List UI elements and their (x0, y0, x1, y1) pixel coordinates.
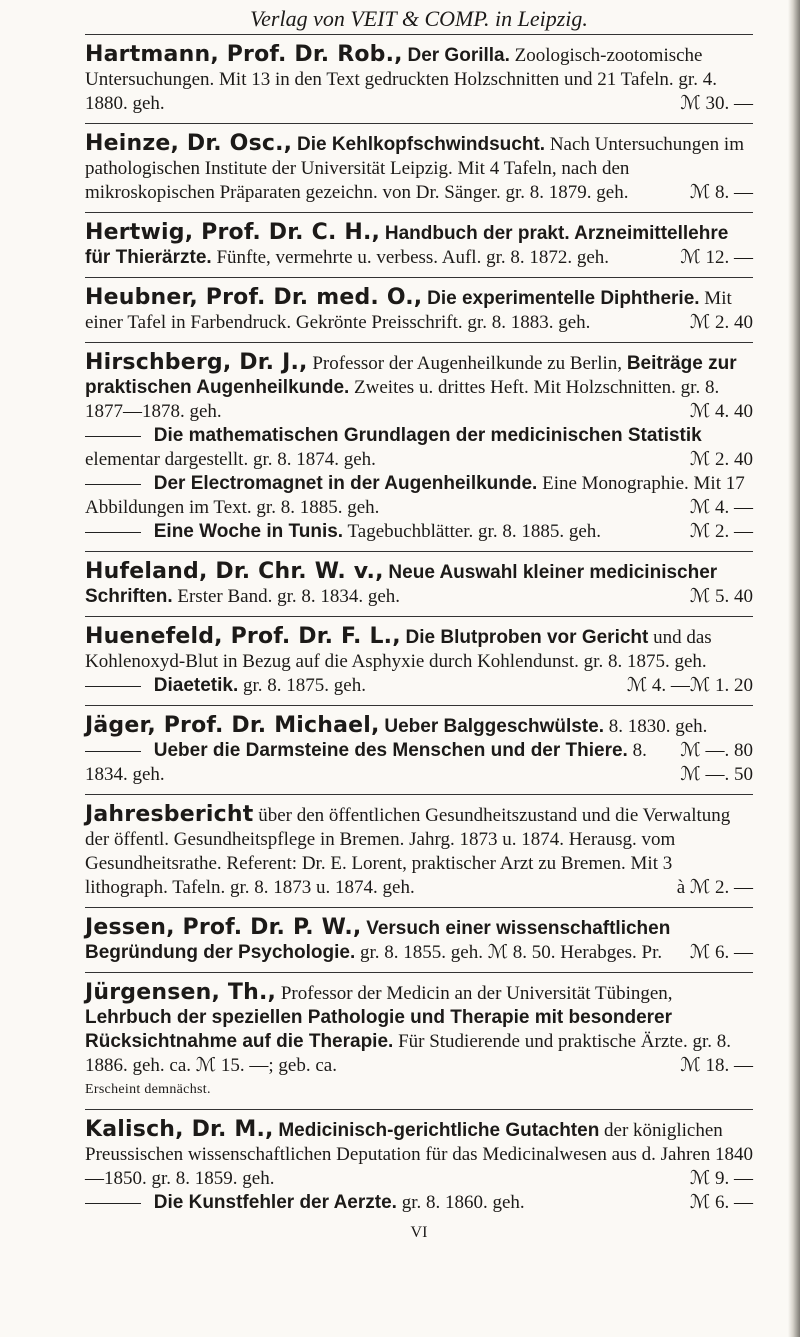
sub-entry-price: ℳ 4. — (689, 497, 753, 518)
catalog-entry (85, 278, 753, 343)
entry-price: à ℳ 2. — (676, 877, 753, 898)
catalog-entry (85, 1110, 753, 1222)
ditto-dash (85, 532, 141, 533)
entry-price: ℳ 2. 40 (689, 312, 753, 333)
entry-price: ℳ 12. — (680, 247, 753, 268)
entry-title: Lehrbuch der speziellen Pathologie und Therapie mit besonderer Rücksichtnahme auf die Therapie. (85, 1007, 672, 1052)
sub-entry-price: ℳ 2. 40 (689, 449, 753, 470)
entry-description: 8. 1830. geh. (608, 716, 708, 737)
entry-title: Ueber Balggeschwülste. (384, 716, 604, 737)
entry-description-2: Zweites u. drittes Heft. Mit Holzschnitten. gr. 8. 1877—1878. geh. (85, 377, 720, 422)
sub-entry-price: ℳ —. 50 (680, 764, 753, 785)
sub-entry-title: Die mathematischen Grundlagen der medicinischen Statistik (153, 425, 702, 446)
entry-title: Versuch einer wissenschaftlichen Begründung der Psychologie. (85, 918, 671, 963)
entry-author: Jahresbericht (85, 802, 254, 827)
publisher-header: Verlag von VEIT & COMP. in Leipzig. (85, 4, 753, 35)
entry-title: Die Kehlkopfschwindsucht. (296, 134, 546, 155)
catalog-entry (85, 908, 753, 973)
sub-entry (85, 424, 753, 472)
entry-description: Fünfte, vermehrte u. verbess. Aufl. gr. 8. 1872. geh. (216, 247, 610, 268)
entry-author: Jessen, Prof. Dr. P. W., (85, 915, 362, 940)
entry-author: Hufeland, Dr. Chr. W. v., (85, 559, 384, 584)
entry-description: über den öffentlichen Gesundheitszustand und die Verwaltung der öffentl. Gesundheitspflege in Bremen. Jahrg. 1873 u. 1874. Herausg. vom Gesundheitsrathe. Referent: Dr. E. Lorent, praktischer Arzt zu Bremen. Mit 3 lithograph. Tafeln. gr. 8. 1873 u. 1874. geh. (85, 805, 731, 898)
entry-price: ℳ 8. — (689, 182, 753, 203)
entry-description: gr. 8. 1855. geh. ℳ 8. 50. Herabges. Pr. (360, 942, 663, 963)
sub-entry-price: ℳ 2. — (689, 521, 753, 542)
entry-description: Nach Untersuchungen im pathologischen Institute der Universität Leipzig. Mit 4 Tafeln, nach den mikroskopischen Präparaten gezeichn. von Dr. Sänger. gr. 8. 1879. geh. (85, 134, 744, 203)
sub-entry (85, 520, 753, 544)
catalog-entry (85, 973, 753, 1110)
entry-description: Zoologisch-zootomische Untersuchungen. Mit 13 in den Text gedruckten Holzschnitten und 21 Tafeln. gr. 4. 1880. geh. (85, 45, 717, 114)
sub-entry (85, 674, 753, 698)
page-edge-shadow (788, 0, 800, 1337)
catalog-page (85, 4, 753, 1242)
entry-author: Hartmann, Prof. Dr. Rob., (85, 42, 403, 67)
entry-title: Medicinisch-gerichtliche Gutachten (278, 1120, 600, 1141)
sub-entry-description: 8. 1834. geh. (85, 740, 647, 785)
entry-title: Neue Auswahl kleiner medicinischer Schriften. (85, 562, 718, 607)
entry-price: ℳ —. 80 (680, 740, 753, 761)
catalog-entry (85, 706, 753, 795)
catalog-entry (85, 617, 753, 706)
sub-entry-description: Eine Monographie. Mit 17 Abbildungen im Text. gr. 8. 1885. geh. (85, 473, 745, 518)
entry-note: Erscheint demnächst. (85, 1082, 211, 1097)
entry-description: der königlichen Preussischen wissenschaftlichen Deputation für das Medicinalwesen aus d. Jahren 1840—1850. gr. 8. 1859. geh. (85, 1120, 753, 1189)
catalog-entry (85, 124, 753, 213)
entry-price: ℳ 9. — (689, 1168, 753, 1189)
catalog-entry (85, 213, 753, 278)
entry-author: Jürgensen, Th., (85, 980, 277, 1005)
sub-entry (85, 739, 753, 787)
sub-entry-description: gr. 8. 1875. geh. (242, 675, 366, 696)
entry-author: Heubner, Prof. Dr. med. O., (85, 285, 423, 310)
sub-entry (85, 472, 753, 520)
entry-price: ℳ 30. — (680, 93, 753, 114)
sub-entry-description: Tagebuchblätter. gr. 8. 1885. geh. (347, 521, 602, 542)
entry-author: Heinze, Dr. Osc., (85, 131, 293, 156)
entry-title: Die Blutproben vor Gericht (405, 627, 649, 648)
catalog-entry (85, 35, 753, 124)
page-number: VI (410, 1224, 428, 1241)
ditto-dash (85, 751, 141, 752)
sub-entry-description: gr. 8. 1860. geh. (401, 1192, 525, 1213)
entry-author: Jäger, Prof. Dr. Michael, (85, 713, 380, 738)
entry-description: und das Kohlenoxyd-Blut in Bezug auf die Asphyxie durch Kohlendunst. gr. 8. 1875. geh. (85, 627, 712, 672)
entry-author: Kalisch, Dr. M., (85, 1117, 274, 1142)
sub-entry-description: elementar dargestellt. gr. 8. 1874. geh. (85, 449, 376, 470)
catalog-entry (85, 795, 753, 908)
entry-author: Hertwig, Prof. Dr. C. H., (85, 220, 381, 245)
sub-entry-title: Ueber die Darmsteine des Menschen und der Thiere. (153, 740, 628, 761)
entry-description: Professor der Medicin an der Universität Tübingen, (280, 983, 673, 1004)
sub-entry-price: ℳ 6. — (689, 1192, 753, 1213)
sub-entry (85, 1191, 753, 1215)
sub-entry-title: Der Electromagnet in der Augenheilkunde. (153, 473, 538, 494)
ditto-dash (85, 686, 141, 687)
sub-entry-title: Diaetetik. (153, 675, 239, 696)
entry-description: Professor der Augenheilkunde zu Berlin, (312, 353, 623, 374)
entry-price: ℳ 1. 20 (689, 675, 753, 696)
entry-description: Mit einer Tafel in Farbendruck. Gekrönte Preisschrift. gr. 8. 1883. geh. (85, 288, 732, 333)
catalog-entry (85, 552, 753, 617)
entry-price: ℳ 4. 40 (689, 401, 753, 422)
entry-title: Beiträge zur praktischen Augenheilkunde. (85, 353, 737, 398)
sub-entry-title: Die Kunstfehler der Aerzte. (153, 1192, 397, 1213)
entry-price: ℳ 6. — (689, 942, 753, 963)
entry-price: ℳ 18. — (680, 1055, 753, 1076)
entry-price: ℳ 5. 40 (689, 586, 753, 607)
sub-entry-price: ℳ 4. — (626, 675, 690, 696)
entry-author: Huenefeld, Prof. Dr. F. L., (85, 624, 401, 649)
entry-title: Handbuch der prakt. Arzneimittellehre für Thierärzte. (85, 223, 729, 268)
sub-entry-title: Eine Woche in Tunis. (153, 521, 344, 542)
ditto-dash (85, 484, 141, 485)
entry-description-2: Für Studierende und praktische Ärzte. gr. 8. 1886. geh. ca. ℳ 15. —; geb. ca. (85, 1031, 732, 1076)
entry-author: Hirschberg, Dr. J., (85, 350, 308, 375)
entry-description: Erster Band. gr. 8. 1834. geh. (177, 586, 401, 607)
entry-title: Der Gorilla. (407, 45, 510, 66)
catalog-entry (85, 343, 753, 552)
entry-title: Die experimentelle Diphtherie. (427, 288, 700, 309)
ditto-dash (85, 1203, 141, 1204)
ditto-dash (85, 436, 141, 437)
